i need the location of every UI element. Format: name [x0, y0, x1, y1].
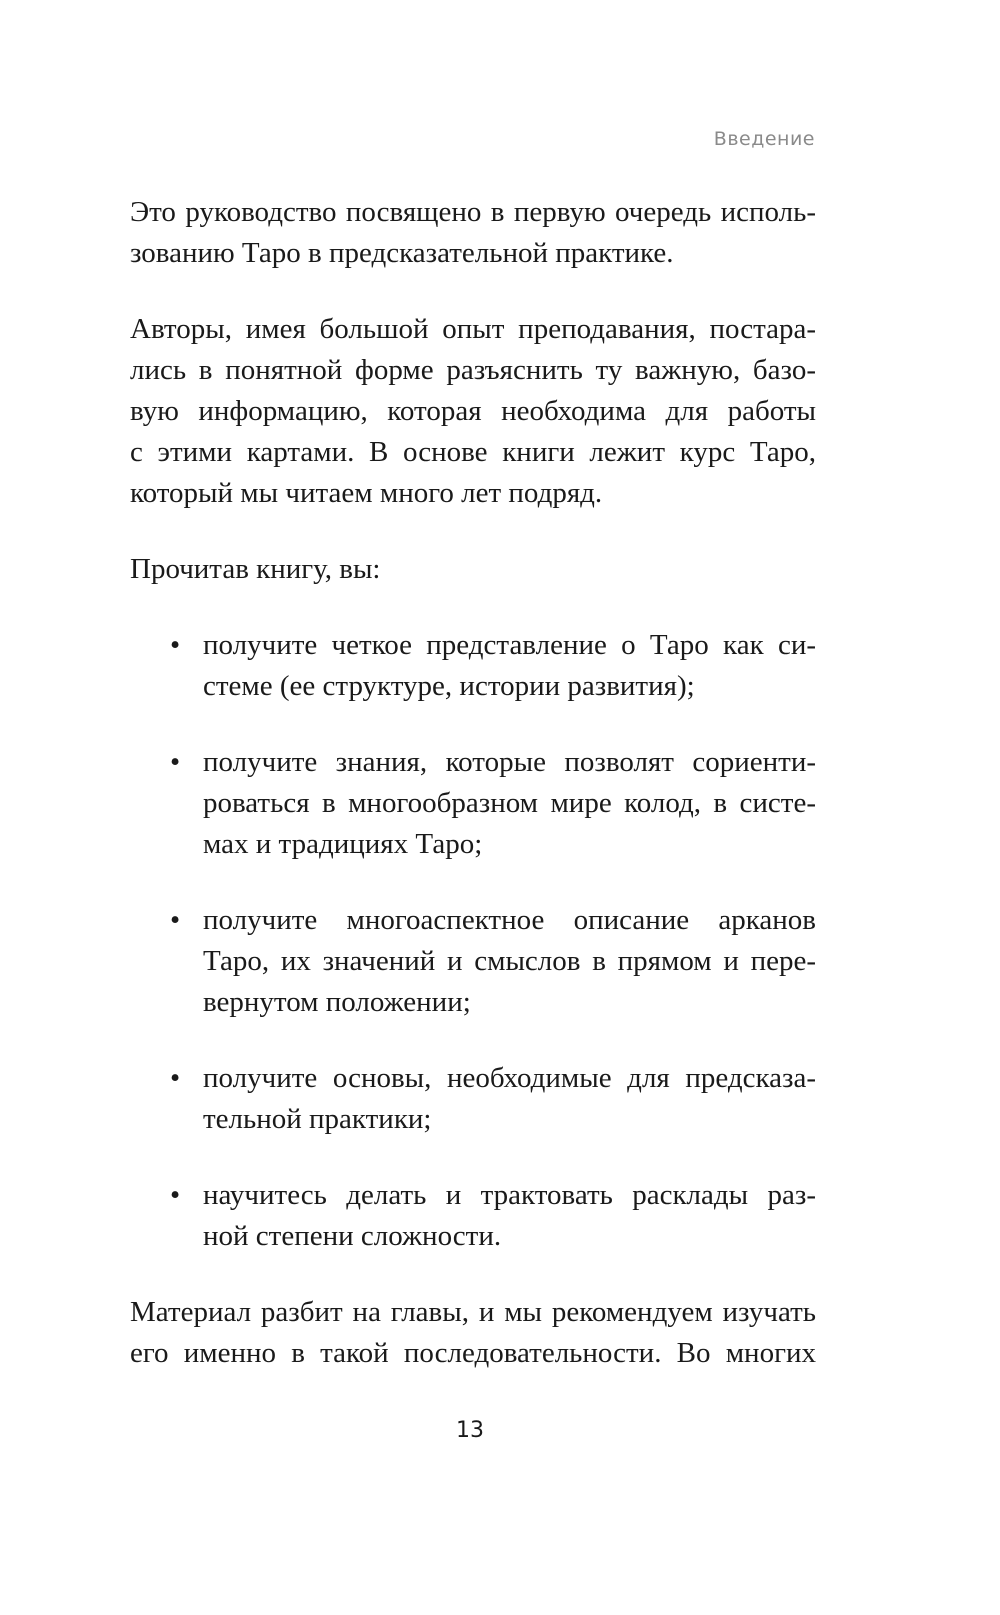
text-line: вернутом положении;: [203, 986, 471, 1018]
page-number: 13: [456, 1418, 484, 1443]
bullet-list-item: [130, 1058, 816, 1140]
text-line: получите многоаспектное описание арканов: [203, 904, 816, 936]
text-line: получите основы, необходимые для предсказа-: [203, 1062, 816, 1094]
paragraph: [130, 309, 816, 514]
bullet-list-item: [130, 900, 816, 1023]
page-body: [130, 192, 816, 1409]
bullet-icon: •: [170, 746, 181, 778]
bullet-list-item: [130, 625, 816, 707]
text-line: Таро, их значений и смыслов в прямом и пере-: [203, 945, 816, 977]
text-line: ной степени сложности.: [203, 1220, 502, 1252]
paragraph: [130, 549, 816, 590]
text-line: стеме (ее структуре, истории развития);: [203, 670, 695, 702]
bullet-list-item: [130, 742, 816, 865]
paragraph: [130, 192, 816, 274]
text-line: с этими картами. В основе книги лежит курс Таро,: [130, 436, 816, 468]
text-line: Авторы, имея большой опыт преподавания, постара-: [130, 313, 816, 345]
bullet-icon: •: [170, 629, 181, 661]
text-line: получите знания, которые позволят сориенти-: [203, 746, 816, 778]
text-line: Материал разбит на главы, и мы рекомендуем изучать: [130, 1296, 816, 1328]
text-line: мах и традициях Таро;: [203, 828, 483, 860]
text-line: научитесь делать и трактовать расклады раз-: [203, 1179, 816, 1211]
bullet-icon: •: [170, 1179, 181, 1211]
text-line: зованию Таро в предсказательной практике.: [130, 237, 674, 269]
text-line: тельной практики;: [203, 1103, 432, 1135]
text-line: вую информацию, которая необходима для работы: [130, 395, 816, 427]
text-line: его именно в такой последовательности. Во многих: [130, 1337, 816, 1369]
bullet-list-item: [130, 1175, 816, 1257]
paragraph: [130, 1292, 816, 1374]
text-line: получите четкое представление о Таро как си-: [203, 629, 816, 661]
text-line: Это руководство посвящено в первую очередь исполь-: [130, 196, 816, 228]
text-line: лись в понятной форме разъяснить ту важную, базо-: [130, 354, 816, 386]
text-line: роваться в многообразном мире колод, в систе-: [203, 787, 816, 819]
text-line: Прочитав книгу, вы:: [130, 553, 381, 585]
running-header: Введение: [713, 128, 815, 150]
bullet-icon: •: [170, 1062, 181, 1094]
text-line: который мы читаем много лет подряд.: [130, 477, 603, 509]
bullet-icon: •: [170, 904, 181, 936]
